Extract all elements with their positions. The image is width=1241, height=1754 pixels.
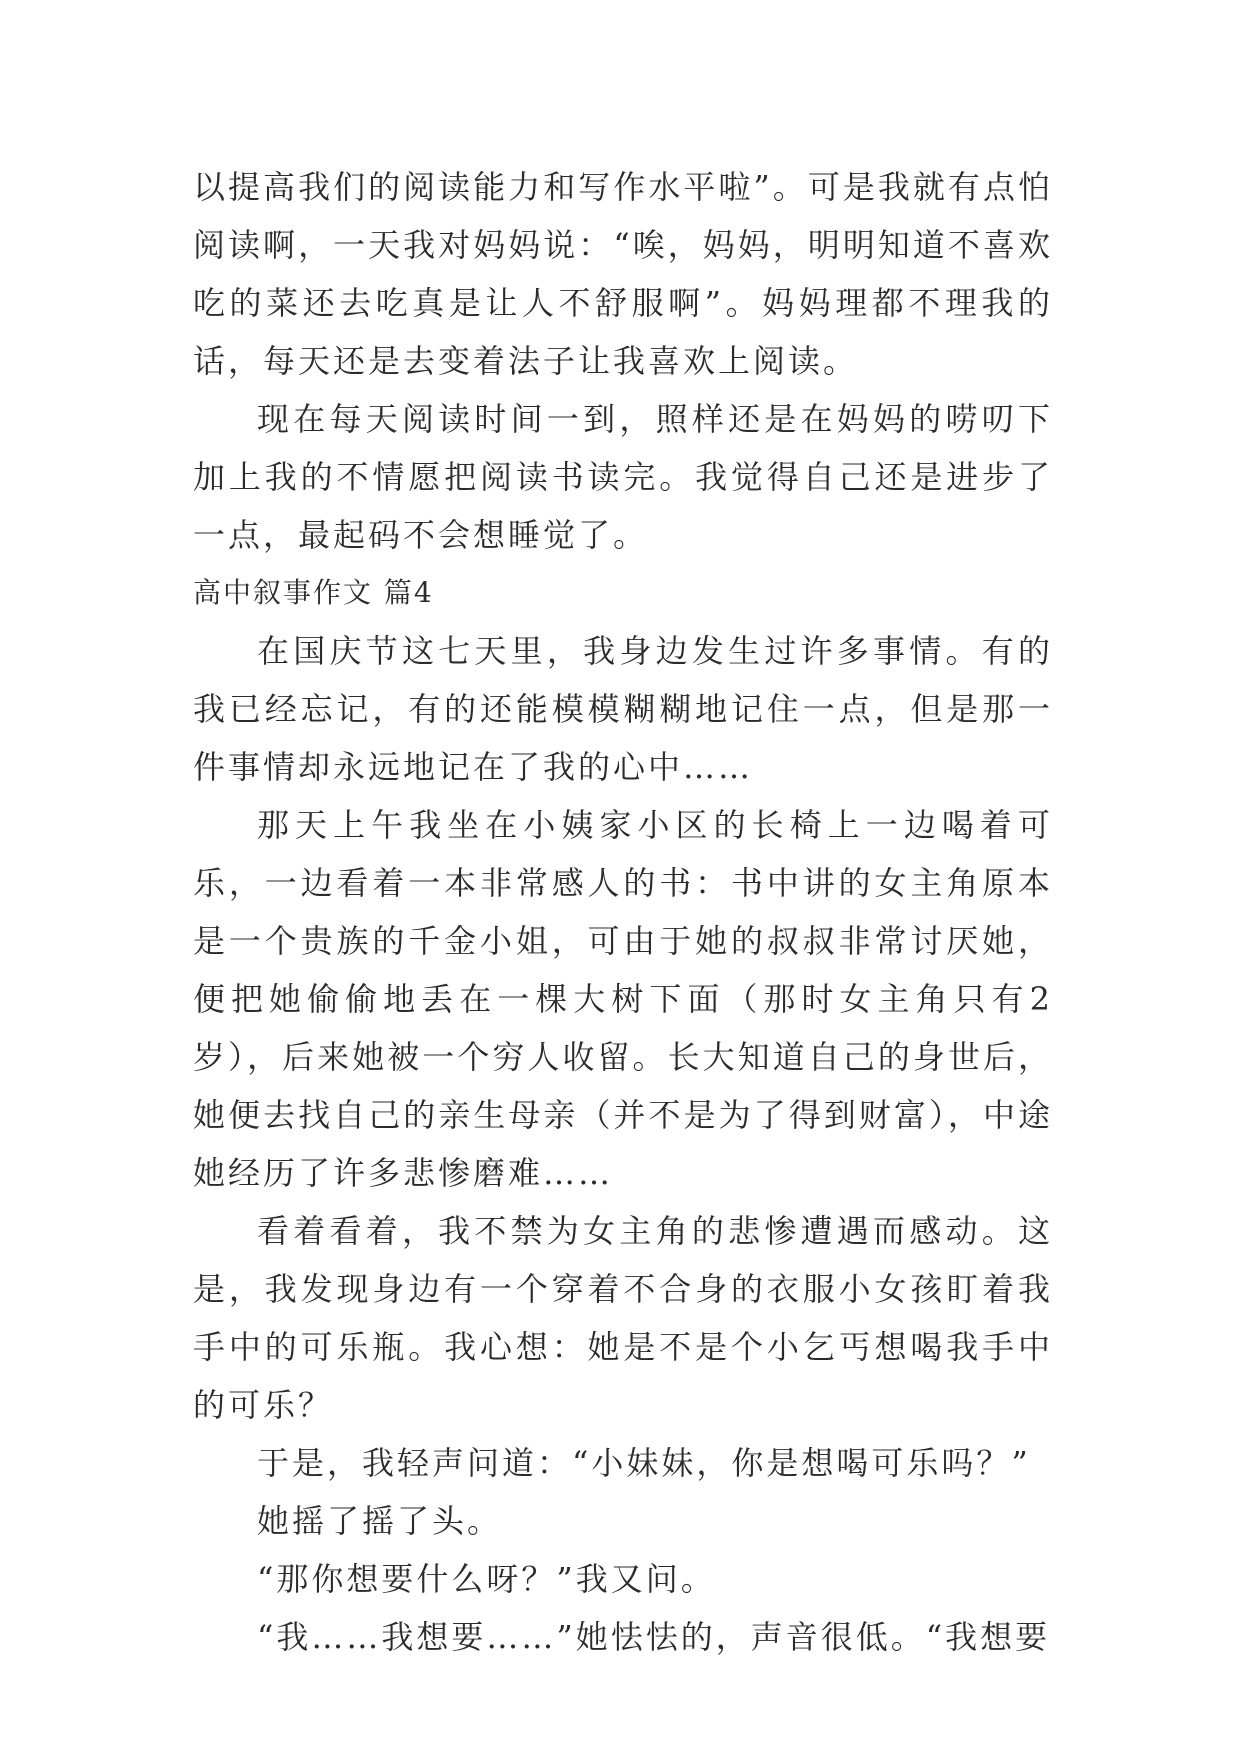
paragraph-7: 她摇了摇了头。 [257, 1502, 503, 1540]
paragraph-1: 以提高我们的阅读能力和写作水平啦”。可是我就有点怕阅读啊，一天我对妈妈说：“唉，妈妈，明明知道不喜欢吃的菜还去吃真是让人不舒服啊”。妈妈理都不理我的话，每天还是去变着法子让我喜欢上阅读。 [193, 168, 1053, 380]
document-body [193, 158, 1053, 1666]
paragraph-9: “我……我想要……”她怯怯的，声音很低。“我想要 [257, 1618, 1051, 1656]
paragraph-3: 在国庆节这七天里，我身边发生过许多事情。有的我已经忘记，有的还能模模糊糊地记住一点，但是那一件事情却永远地记在了我的心中…… [193, 632, 1053, 786]
paragraph-8: “那你想要什么呀？”我又问。 [257, 1560, 716, 1598]
paragraph-5: 看着看着，我不禁为女主角的悲惨遭遇而感动。这是，我发现身边有一个穿着不合身的衣服小女孩盯着我手中的可乐瓶。我心想：她是不是个小乞丐想喝我手中的可乐？ [193, 1212, 1053, 1424]
paragraph-4: 那天上午我坐在小姨家小区的长椅上一边喝着可乐，一边看着一本非常感人的书：书中讲的女主角原本是一个贵族的千金小姐，可由于她的叔叔非常讨厌她，便把她偷偷地丢在一棵大树下面（那时女主角只有2岁），后来她被一个穷人收留。长大知道自己的身世后，她便去找自己的亲生母亲（并不是为了得到财富），中途她经历了许多悲惨磨难…… [193, 806, 1053, 1192]
section-heading: 高中叙事作文 篇4 [193, 576, 434, 609]
paragraph-2: 现在每天阅读时间一到，照样还是在妈妈的唠叨下加上我的不情愿把阅读书读完。我觉得自己还是进步了一点，最起码不会想睡觉了。 [193, 400, 1053, 554]
paragraph-6: 于是，我轻声问道：“小妹妹，你是想喝可乐吗？” [257, 1444, 1031, 1482]
